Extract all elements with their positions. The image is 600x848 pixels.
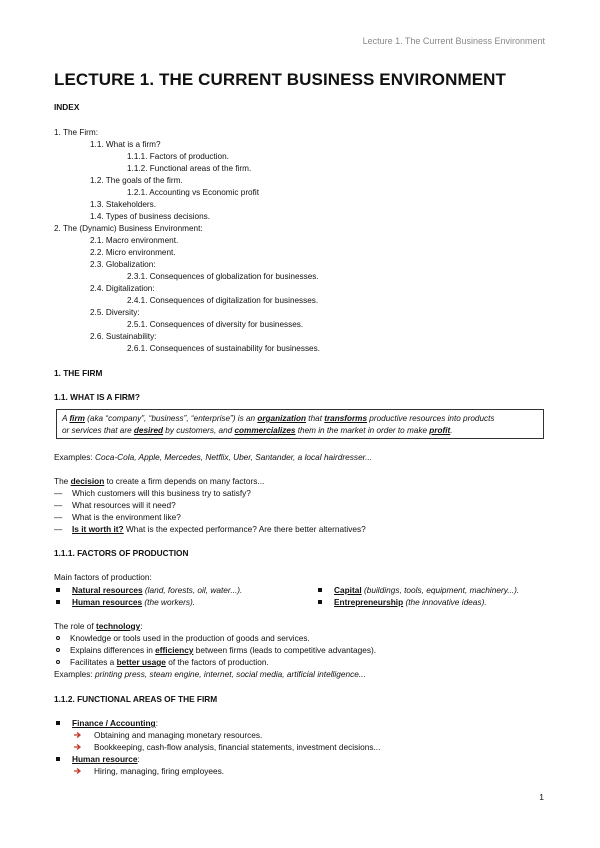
section-heading-what-is-firm: 1.1. WHAT IS A FIRM?	[54, 392, 140, 402]
section-heading-functional: 1.1.2. FUNCTIONAL AREAS OF THE FIRM	[54, 694, 218, 704]
index-item: 2.3. Globalization:	[90, 260, 156, 269]
index-item: 1.2.1. Accounting vs Economic profit	[127, 188, 259, 197]
bullet-icon	[56, 757, 60, 761]
index-item: 2.6.1. Consequences of sustainability for businesses.	[127, 344, 320, 353]
index-item: 2.5.1. Consequences of diversity for businesses.	[127, 320, 304, 329]
technology-line: The role of technology:	[54, 621, 143, 631]
circle-bullet-icon	[56, 636, 60, 640]
question-item: — Which customers will this business try to satisfy?	[54, 488, 251, 498]
bullet-icon	[318, 588, 322, 592]
index-item: 2.6. Sustainability:	[90, 332, 157, 341]
index-item: 2.1. Macro environment.	[90, 236, 179, 245]
question-item: — What is the environment like?	[54, 512, 181, 522]
circle-bullet-icon	[56, 648, 60, 652]
bullet-icon	[318, 600, 322, 604]
functional-subitem: Obtaining and managing monetary resources.	[74, 730, 262, 740]
bullet-icon	[56, 588, 60, 592]
section-heading-firm: 1. THE FIRM	[54, 368, 103, 378]
bullet-icon	[56, 600, 60, 604]
factor-item: Entrepreneurship (the innovative ideas).	[318, 597, 487, 607]
question-item: — Is it worth it? What is the expected performance? Are there better alternatives?	[54, 524, 366, 534]
index-item: 2.2. Micro environment.	[90, 248, 176, 257]
section-heading-factors: 1.1.1. FACTORS OF PRODUCTION	[54, 548, 189, 558]
technology-examples: Examples: printing press, steam engine, internet, social media, artificial intelligence...	[54, 669, 366, 679]
arrow-bullet-icon	[74, 768, 82, 774]
bullet-icon	[56, 721, 60, 725]
index-heading: INDEX	[54, 102, 80, 112]
technology-item: Explains differences in efficiency between firms (leads to competitive advantages).	[56, 645, 376, 655]
index-item: 1.1. What is a firm?	[90, 140, 161, 149]
functional-subitem: Bookkeeping, cash-flow analysis, financial statements, investment decisions...	[74, 742, 380, 752]
definition-line-1: A firm (aka “company”, “business”, “enterprise”) is an organization that transforms productive resources into products	[62, 414, 495, 423]
circle-bullet-icon	[56, 660, 60, 664]
firm-examples: Examples: Coca-Cola, Apple, Mercedes, Netflix, Uber, Santander, a local hairdresser...	[54, 452, 373, 462]
arrow-bullet-icon	[74, 744, 82, 750]
index-item: 1.1.1. Factors of production.	[127, 152, 229, 161]
index-item: 1.4. Types of business decisions.	[90, 212, 211, 221]
index-item: 2. The (Dynamic) Business Environment:	[54, 224, 203, 233]
index-item: 1.2. The goals of the firm.	[90, 176, 183, 185]
definition-box	[56, 409, 544, 439]
index-item: 1.1.2. Functional areas of the firm.	[127, 164, 252, 173]
index-item: 2.3.1. Consequences of globalization for businesses.	[127, 272, 319, 281]
technology-item: Knowledge or tools used in the production of goods and services.	[56, 633, 310, 643]
functional-area: Finance / Accounting:	[56, 718, 158, 728]
index-item: 2.4.1. Consequences of digitalization for businesses.	[127, 296, 319, 305]
index-item: 2.5. Diversity:	[90, 308, 140, 317]
functional-area: Human resource:	[56, 754, 140, 764]
factor-item: Natural resources (land, forests, oil, water...).	[56, 585, 242, 595]
definition-line-2: or services that are desired by customers, and commercializes them in the market in order to make profit.	[62, 426, 453, 435]
index-item: 1. The Firm:	[54, 128, 98, 137]
functional-subitem: Hiring, managing, firing employees.	[74, 766, 224, 776]
index-item: 1.3. Stakeholders.	[90, 200, 156, 209]
running-header: Lecture 1. The Current Business Environment	[362, 36, 545, 46]
question-item: — What resources will it need?	[54, 500, 176, 510]
factor-item: Human resources (the workers).	[56, 597, 195, 607]
factor-item: Capital (buildings, tools, equipment, machinery...).	[318, 585, 519, 595]
technology-item: Facilitates a better usage of the factors of production.	[56, 657, 269, 667]
page-number: 1	[539, 792, 544, 802]
factors-intro: Main factors of production:	[54, 572, 152, 582]
arrow-bullet-icon	[74, 732, 82, 738]
decision-line: The decision to create a firm depends on many factors...	[54, 476, 265, 486]
index-item: 2.4. Digitalization:	[90, 284, 155, 293]
page-title: LECTURE 1. THE CURRENT BUSINESS ENVIRONMENT	[54, 70, 507, 89]
